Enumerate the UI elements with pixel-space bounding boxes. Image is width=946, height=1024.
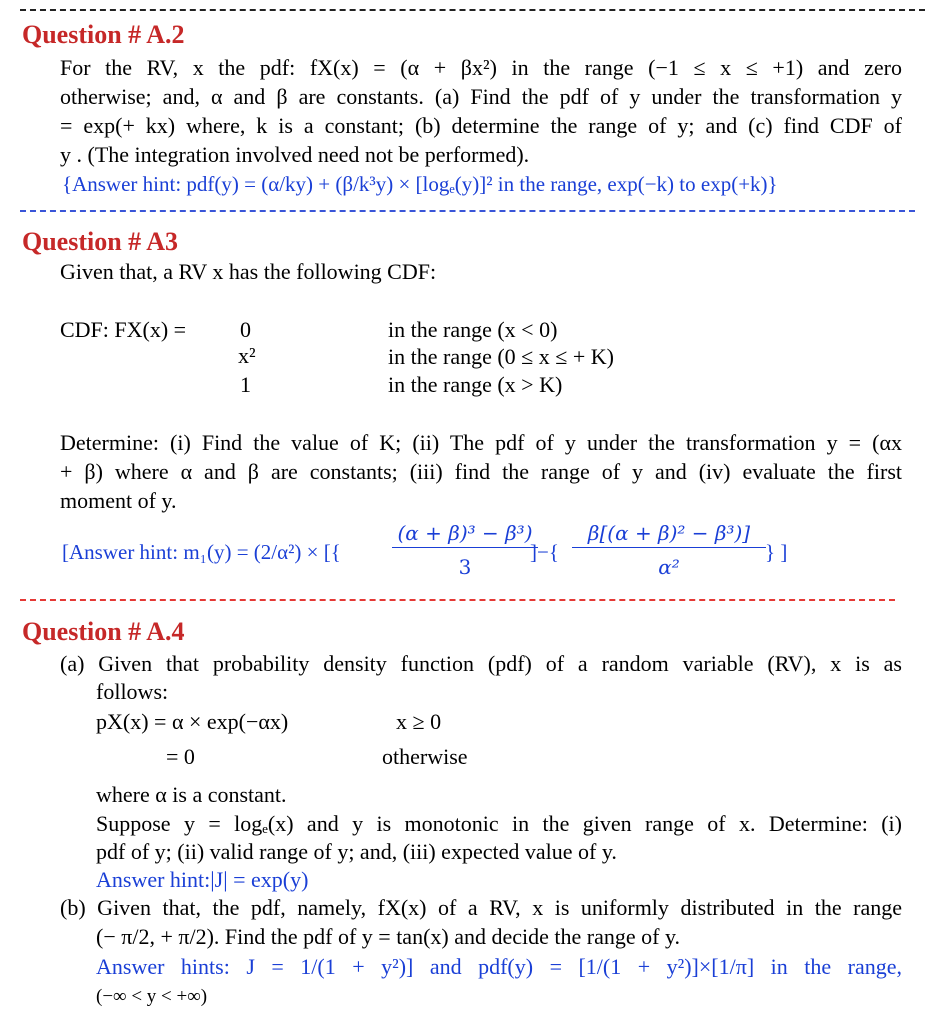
question-a3-determine-line1: Determine: (i) Find the value of K; (ii) The pdf of y under the transformation y = (αx: [60, 430, 902, 455]
question-a3-hint-prefix: [Answer hint: m₁(y) = (2/α²) × [{: [62, 540, 341, 564]
question-a2-text-line1: For the RV, x the pdf: fX(x) = (α + βx²) in the range (−1 ≤ x ≤ +1) and zero: [60, 55, 902, 80]
hint-fraction-2-numerator: β[(α + β)² − β³)]: [587, 521, 751, 545]
divider-a2-a3: [20, 210, 915, 212]
hint-fraction-1-numerator: (α + β)³ − β³): [397, 521, 533, 545]
question-a4a-suppose-line1: Suppose y = logₑ(x) and y is monotonic in the given range of x. Determine: (i): [96, 811, 902, 836]
cdf-range-1: in the range (x < 0): [388, 317, 558, 342]
question-a3-hint-mid: ]−{: [530, 540, 559, 564]
pdf-expression: pX(x) = α × exp(−αx): [96, 709, 289, 734]
cdf-value-3: 1: [240, 372, 251, 397]
question-a4b-line2: (− π/2, + π/2). Find the pdf of y = tan(x) and decide the range of y.: [96, 924, 681, 949]
pdf-zero-expression: = 0: [166, 744, 195, 769]
question-a2-text-line3: = exp(+ kx) where, k is a constant; (b) determine the range of y; and (c) find CDF of: [60, 113, 902, 138]
question-a3-intro: Given that, a RV x has the following CDF:: [60, 259, 437, 284]
question-a4a-line1: (a) Given that probability density function (pdf) of a random variable (RV), x is as: [60, 651, 902, 676]
pdf-condition: x ≥ 0: [396, 709, 442, 734]
hint-fraction-1-bar: [392, 547, 538, 548]
cdf-range-3: in the range (x > K): [388, 372, 563, 397]
question-a4a-line2: follows:: [96, 679, 169, 704]
question-a4b-answer-hint-line2: (−∞ < y < +∞): [96, 986, 208, 1007]
hint-fraction-2-bar: [572, 547, 766, 548]
question-a4b-line1: (b) Given that, the pdf, namely, fX(x) of a RV, x is uniformly distributed in the range: [60, 895, 902, 920]
top-divider: [20, 9, 925, 11]
question-a2-text-line4: y . (The integration involved need not be performed).: [60, 142, 530, 167]
question-a2-answer-hint: {Answer hint: pdf(y) = (α/ky) + (β/k³y) × [logₑ(y)]² in the range, exp(−k) to exp(+k)}: [62, 172, 778, 196]
question-a2-title: Question # A.2: [22, 20, 185, 49]
hint-fraction-1-denominator: 3: [458, 555, 472, 579]
question-a4-title: Question # A.4: [22, 617, 185, 646]
question-a3-hint-suffix: } ]: [765, 540, 788, 564]
question-a3-determine-line2: + β) where α and β are constants; (iii) find the range of y and (iv) evaluate the first: [60, 459, 902, 484]
question-a2-text-line2: otherwise; and, α and β are constants. (a) Find the pdf of y under the transformation y: [60, 84, 902, 109]
divider-a3-a4: [20, 599, 895, 601]
question-a4b-answer-hint-line1: Answer hints: J = 1/(1 + y²)] and pdf(y) = [1/(1 + y²)]×[1/π] in the range,: [96, 954, 902, 979]
cdf-label: CDF: FX(x) =: [60, 317, 187, 342]
question-a3-title: Question # A3: [22, 227, 179, 256]
pdf-zero-condition: otherwise: [382, 744, 468, 769]
question-a4a-answer-hint: Answer hint:|J| = exp(y): [96, 867, 309, 892]
question-a4a-suppose-line2: pdf of y; (ii) valid range of y; and, (iii) expected value of y.: [96, 839, 617, 864]
cdf-value-1: 0: [240, 317, 251, 342]
hint-fraction-2-denominator: α²: [658, 555, 680, 579]
cdf-value-2: x²: [238, 343, 256, 368]
question-a3-determine-line3: moment of y.: [60, 488, 177, 513]
cdf-range-2: in the range (0 ≤ x ≤ + K): [388, 344, 614, 369]
question-a4a-where: where α is a constant.: [96, 782, 287, 807]
